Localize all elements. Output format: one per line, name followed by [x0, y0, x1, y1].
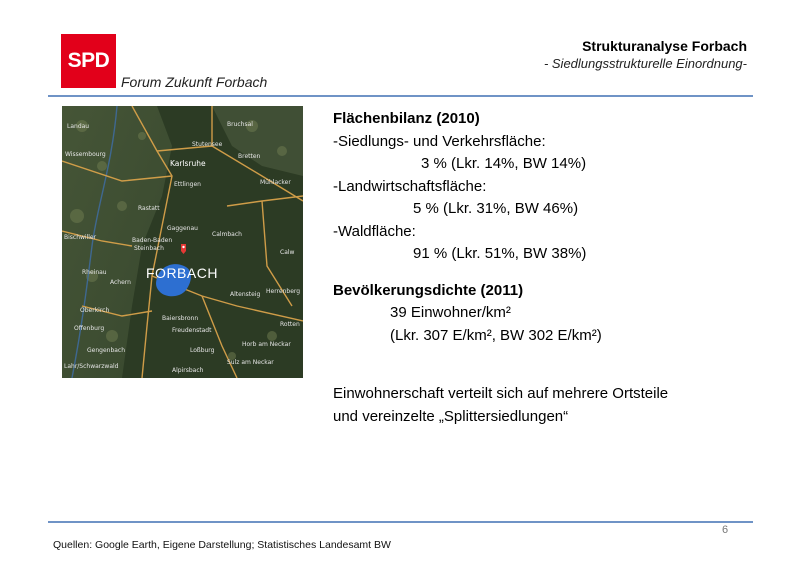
- population-density-comparison: (Lkr. 307 E/km², BW 302 E/km²): [390, 326, 602, 344]
- settlement-area-label: -Siedlungs- und Verkehrsfläche:: [333, 132, 546, 150]
- spacer: [333, 347, 763, 383]
- satellite-map: [62, 106, 303, 378]
- spacer: [333, 266, 763, 280]
- bottom-divider: [48, 521, 753, 523]
- map-label: Gengenbach: [87, 347, 126, 354]
- map-label: Bruchsal: [227, 121, 253, 128]
- map-label: Sulz am Neckar: [227, 359, 274, 366]
- map-label: Rheinau: [82, 269, 107, 276]
- population-density-value: 39 Einwohner/km²: [390, 304, 511, 321]
- map-label: Mühlacker: [260, 179, 291, 186]
- page-number: 6: [722, 524, 729, 536]
- facts-text: [333, 108, 763, 428]
- map-label: Horb am Neckar: [242, 341, 291, 348]
- forum-name: Forum Zukunft Forbach: [121, 74, 268, 90]
- map-label: Freudenstadt: [172, 327, 212, 334]
- map-graphic: [62, 106, 303, 378]
- forest-area-value: 91 % (Lkr. 51%, BW 38%): [413, 245, 587, 262]
- page-title: Strukturanalyse Forbach: [582, 38, 747, 54]
- agricultural-area-value: 5 % (Lkr. 31%, BW 46%): [413, 200, 579, 217]
- top-divider: [48, 95, 753, 97]
- map-label: Achern: [110, 279, 131, 286]
- map-label: Baden-Baden: [132, 237, 173, 244]
- map-label: Offenburg: [74, 325, 105, 332]
- map-label: Herrenberg: [266, 288, 301, 295]
- map-label: Loßburg: [190, 347, 215, 354]
- map-label: Steinbach: [134, 245, 164, 252]
- map-label: Bretten: [238, 153, 261, 160]
- map-label: Karlsruhe: [170, 159, 206, 168]
- sources-footer: Quellen: Google Earth, Eigene Darstellung; Statistisches Landesamt BW: [53, 539, 391, 551]
- map-label: Altensteig: [230, 291, 261, 298]
- settlement-note-line1: Einwohnerschaft verteilt sich auf mehrere Ortsteile: [333, 385, 669, 402]
- map-label: Rotten: [280, 321, 300, 328]
- settlement-note-line2: und vereinzelte „Splittersiedlungen“: [333, 407, 569, 425]
- forbach-map-label: FORBACH: [146, 265, 218, 281]
- map-label: Landau: [67, 123, 90, 130]
- map-label: Alpirsbach: [172, 367, 204, 374]
- map-label: Wissembourg: [65, 151, 106, 158]
- map-label: Calmbach: [212, 231, 242, 238]
- map-label: Bischwiller: [64, 234, 97, 241]
- map-label: Calw: [280, 249, 295, 256]
- spd-logo: [61, 34, 116, 88]
- map-label: Rastatt: [138, 205, 160, 212]
- map-label: Ettlingen: [174, 181, 201, 188]
- population-density-heading: Bevölkerungsdichte (2011): [333, 281, 524, 299]
- map-label: Stutensee: [192, 141, 223, 148]
- area-balance-heading: Flächenbilanz (2010): [333, 110, 480, 127]
- map-label: Baiersbronn: [162, 315, 199, 322]
- map-label: Gaggenau: [167, 225, 198, 232]
- page-subtitle: - Siedlungsstrukturelle Einordnung-: [543, 56, 747, 71]
- settlement-area-value: 3 % (Lkr. 14%, BW 14%): [421, 155, 587, 172]
- map-label: Lahr/Schwarzwald: [64, 363, 119, 370]
- map-label: Oberkirch: [80, 307, 110, 314]
- agricultural-area-label: -Landwirtschaftsfläche:: [333, 177, 487, 195]
- logo-text: SPD: [67, 49, 110, 72]
- forest-area-label: -Waldfläche:: [333, 222, 416, 240]
